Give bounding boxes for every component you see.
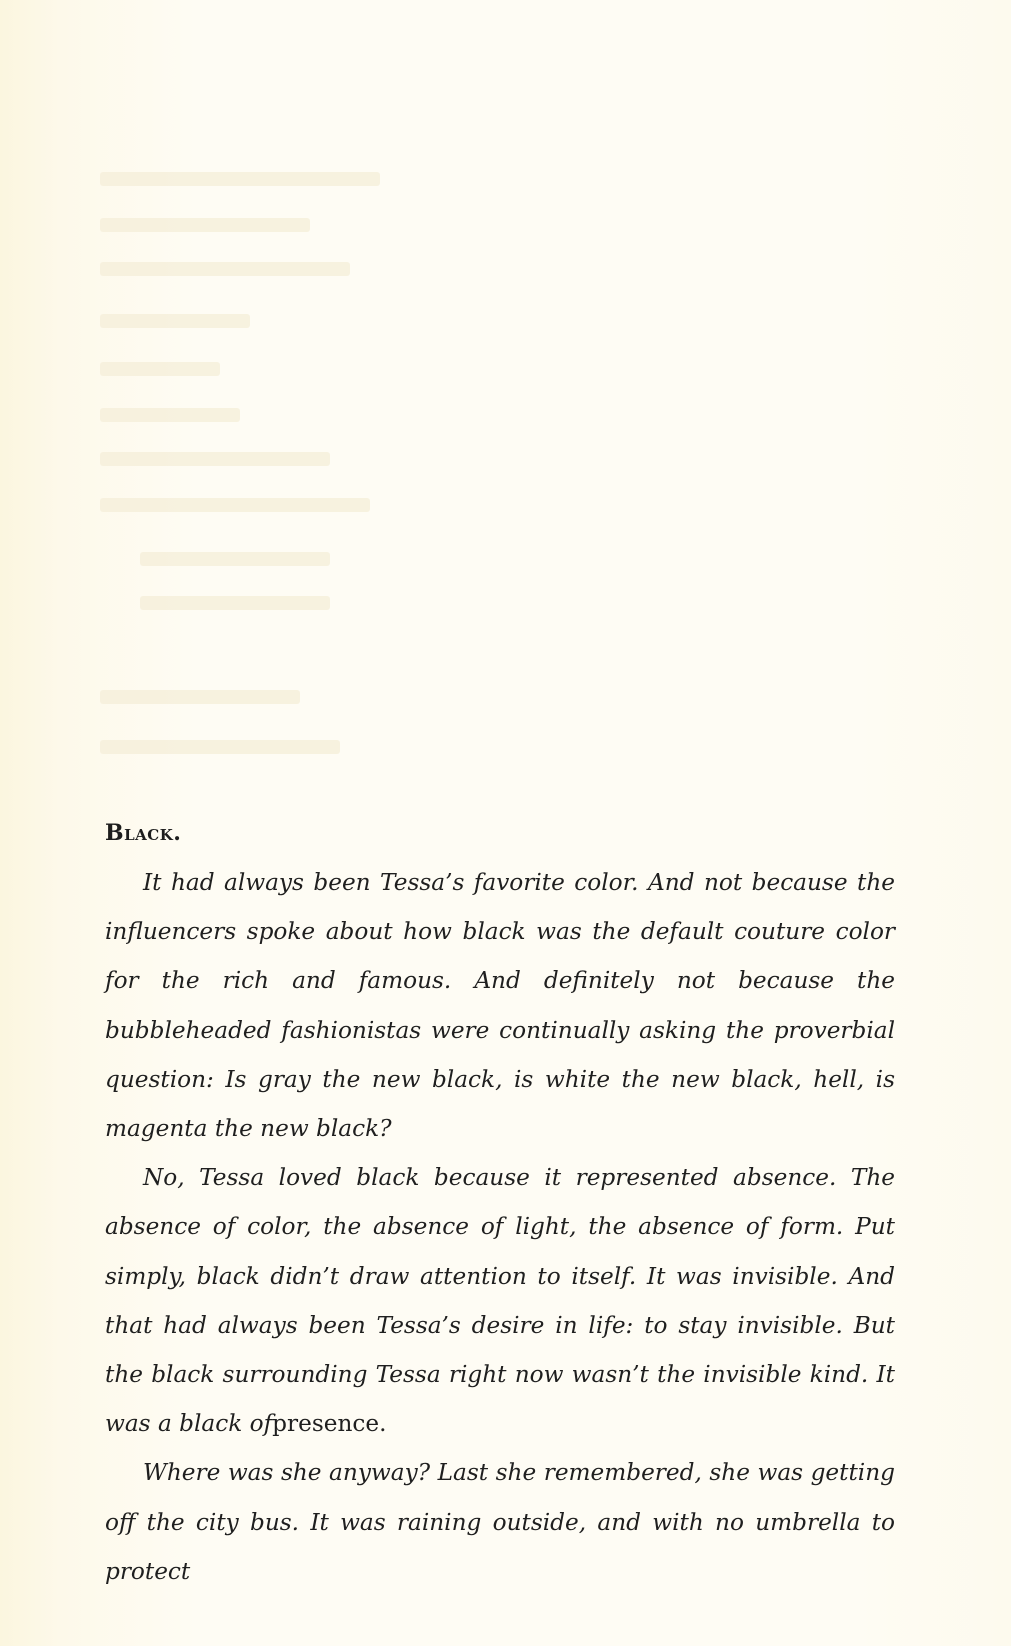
bleed-through-line — [100, 452, 330, 466]
bleed-through-line — [100, 690, 300, 704]
chapter-opening-word — [105, 820, 181, 846]
paragraph-text: No, Tessa loved black because it represented absence. The absence of color, the absence of light, the absence of form. Put simply, black didn’t draw attention to itself. It was invisible. And that had always been Tessa’s desire in life: to stay invisible. But the black surrounding Tessa right now wasn’t the invisible kind. It was a black of — [105, 1164, 895, 1438]
bleed-through-line — [140, 552, 330, 566]
bleed-through-line — [100, 218, 310, 232]
bleed-through-line — [100, 408, 240, 422]
paragraph — [105, 1153, 895, 1448]
bleed-through-line — [100, 314, 250, 328]
chapter-body — [105, 858, 895, 1596]
bleed-through-line — [100, 362, 220, 376]
bleed-through-line — [140, 596, 330, 610]
bleed-through-line — [100, 262, 350, 276]
bleed-through-line — [100, 498, 370, 512]
bleed-through-line — [100, 740, 340, 754]
chapter-opening-word-text: Black. — [105, 820, 182, 846]
emphasized-word: presence. — [272, 1410, 387, 1438]
paragraph: It had always been Tessa’s favorite color. And not because the influencers spoke about how black was the default couture color for the rich and famous. And definitely not because the bubbleheaded fashionistas were continually asking the proverbial question: Is gray the new black, is white the new black, hell, is magenta the new black? — [105, 869, 895, 1143]
paragraph: Where was she anyway? Last she remembered, she was getting off the city bus. It was raining outside, and with no umbrella to protect — [105, 1459, 895, 1585]
bleed-through-line — [100, 172, 380, 186]
